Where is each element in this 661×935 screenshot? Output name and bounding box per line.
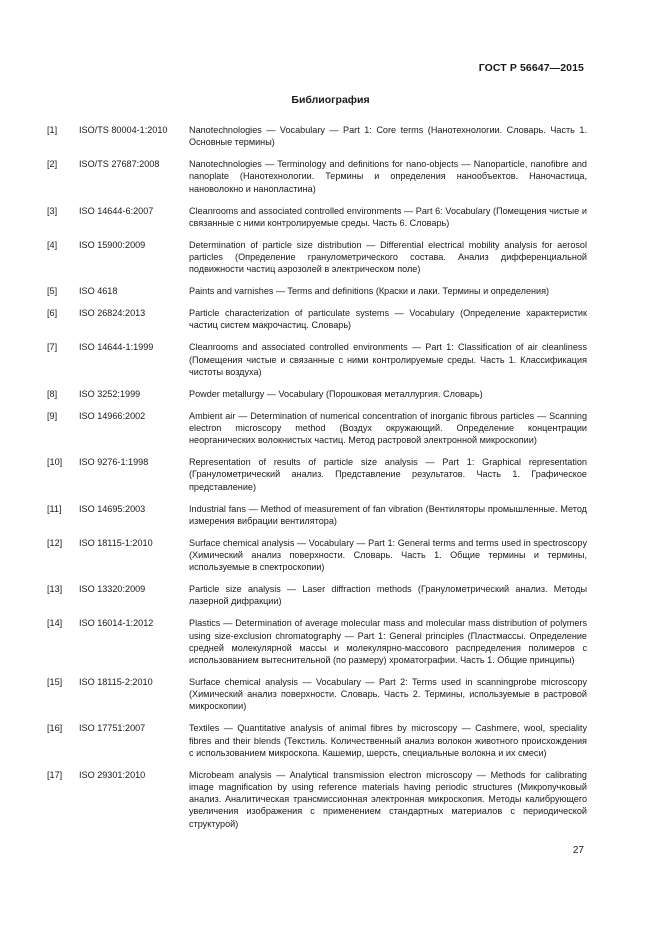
- standard-code: ISO 14966:2002: [79, 410, 146, 421]
- entry-number: [5]: [47, 286, 58, 297]
- entry-number: [2]: [47, 159, 58, 170]
- entry-text: Paints and varnishes — Terms and definitions (Краски и лаки. Термины и определения): [189, 286, 550, 297]
- page-number: 27: [572, 845, 584, 856]
- entry-number: [8]: [47, 388, 58, 399]
- entry-number: [13]: [47, 584, 63, 595]
- entry-text: Surface chemical analysis — Vocabulary — Part 2: Terms used in scanningprobe microscopy (Химический анализ поверхности. Словарь. Часть 2. Термины, используемые в растровой микроскопии): [189, 677, 587, 712]
- entry-text: Nanotechnologies — Terminology and definitions for nano-objects — Nanoparticle, nanofibre and nanoplate (Нанотехнологии. Термины и определения нанообъектов. Наночастица, нановолокно и нанопластина): [189, 159, 587, 194]
- bibliography-entry: [47, 341, 587, 378]
- entry-text: Determination of particle size distribution — Differential electrical mobility analysis for aerosol particles (Определение гранулометрического состава. Анализ дифференциальной подвижности частиц аэрозолей в электрическом поле): [189, 239, 587, 275]
- bibliography-entry: [47, 205, 587, 229]
- standard-code: ISO 18115-2:2010: [79, 677, 153, 688]
- entry-number: [1]: [47, 125, 58, 135]
- entry-text: Particle characterization of particulate systems — Vocabulary (Определение характеристик частиц систем макрочастиц. Словарь): [189, 308, 587, 331]
- standard-code: ISO/TS 80004-1:2010: [79, 125, 168, 135]
- bibliography-entry: [47, 285, 587, 297]
- page-title: Библиография: [291, 94, 370, 106]
- entry-text: Textiles — Quantitative analysis of animal fibres by microscopy — Cashmere, wool, speciality fibres and their blends (Текстиль. Количественный анализ волокон животного происхождения с использованием микроскопа. Кашемир, шерсть, специальные волокна и их смеси): [189, 723, 587, 758]
- standard-code: ISO 4618: [79, 286, 118, 297]
- bibliography-entry: [47, 388, 587, 400]
- bibliography-entry: [47, 537, 587, 574]
- standard-code: ISO/TS 27687:2008: [79, 159, 160, 170]
- entry-number: [14]: [47, 618, 63, 629]
- entry-text: Particle size analysis — Laser diffraction methods (Гранулометрический анализ. Методы лазерной дифракции): [189, 584, 587, 607]
- entry-text: Powder metallurgy — Vocabulary (Порошковая металлургия. Словарь): [189, 388, 483, 399]
- entry-text: Nanotechnologies — Vocabulary — Part 1: Core terms (Нанотехнологии. Словарь. Часть 1. Основные термины): [189, 125, 587, 148]
- bibliography-entry: [47, 617, 587, 666]
- standard-code: ISO 14644-1:1999: [79, 342, 154, 353]
- entry-text: Industrial fans — Method of measurement of fan vibration (Вентиляторы промышленные. Метод измерения вибрации вентилятора): [189, 503, 587, 526]
- entry-number: [12]: [47, 537, 63, 548]
- bibliography-entry: [47, 769, 587, 830]
- bibliography-entry: [47, 307, 587, 331]
- bibliography-entry: [47, 239, 587, 276]
- entry-number: [16]: [47, 723, 63, 734]
- entry-number: [4]: [47, 239, 58, 250]
- entry-number: [9]: [47, 410, 58, 421]
- entry-text: Surface chemical analysis — Vocabulary — Part 1: General terms and terms used in spectroscopy (Химический анализ поверхности. Словарь. Часть 1. Общие термины и термины, используемые в спектроскопии): [189, 537, 587, 573]
- bibliography-entry: [47, 410, 587, 447]
- entry-number: [17]: [47, 769, 63, 780]
- entry-text: Cleanrooms and associated controlled environments — Part 1: Classification of air cleanliness (Помещения чистые и связанные с ними контролируемые среды. Часть 1. Классификация чистоты воздуха): [189, 342, 587, 377]
- entry-text: Plastics — Determination of average molecular mass and molecular mass distribution of polymers using size-exclusion chromatography — Part 1: General principles (Пластмассы. Определение средней молекулярной массы и молекулярно-массового распределения полимеров с использованием вытеснительной (по размеру) хроматографии. Часть 1. Общие принципы): [189, 618, 587, 666]
- entry-number: [15]: [47, 677, 63, 688]
- entry-text: Cleanrooms and associated controlled environments — Part 6: Vocabulary (Помещения чистые и связанные с ними контролируемые среды. Часть 6. Словарь): [189, 205, 587, 228]
- entry-number: [6]: [47, 308, 58, 319]
- bibliography-list: [47, 124, 587, 840]
- standard-code: ISO 15900:2009: [79, 239, 146, 250]
- standard-code: ISO 9276-1:1998: [79, 457, 149, 468]
- entry-number: [11]: [47, 503, 62, 514]
- entry-text: Microbeam analysis — Analytical transmission electron microscopy — Methods for calibrating image magnification by using reference materials having periodic structures (Микропучковый анализ. Аналитическая трансмиссионная электронная микроскопия. Методы калибрующего увеличения изображения с применением стандартных материалов с периодической структурой): [189, 769, 587, 829]
- entry-text: Ambient air — Determination of numerical concentration of inorganic fibrous particles — Scanning electron microscopy method (Воздух окружающий. Определение концентрации неорганических волокнистых частиц. Метод растровой электронной микроскопии): [189, 410, 587, 446]
- bibliography-entry: [47, 158, 587, 195]
- standard-code: ISO 13320:2009: [79, 584, 146, 595]
- bibliography-entry: [47, 583, 587, 607]
- standard-code: ISO 29301:2010: [79, 769, 146, 780]
- bibliography-entry: [47, 456, 587, 493]
- standard-code: ISO 3252:1999: [79, 388, 141, 399]
- bibliography-entry: [47, 676, 587, 713]
- document-id: ГОСТ Р 56647—2015: [478, 62, 584, 74]
- entry-number: [10]: [47, 457, 63, 468]
- entry-number: [7]: [47, 342, 58, 353]
- standard-code: ISO 14644-6:2007: [79, 205, 154, 216]
- entry-text: Representation of results of particle size analysis — Part 1: Graphical representation (Гранулометрический анализ. Представление результатов. Часть 1. Графическое представление): [189, 457, 587, 492]
- bibliography-entry: [47, 503, 587, 527]
- entry-number: [3]: [47, 205, 58, 216]
- standard-code: ISO 14695:2003: [79, 503, 146, 514]
- standard-code: ISO 17751:2007: [79, 723, 146, 734]
- bibliography-entry: [47, 124, 587, 148]
- standard-code: ISO 18115-1:2010: [79, 537, 153, 548]
- standard-code: ISO 26824:2013: [79, 308, 146, 319]
- bibliography-entry: [47, 722, 587, 759]
- standard-code: ISO 16014-1:2012: [79, 618, 154, 629]
